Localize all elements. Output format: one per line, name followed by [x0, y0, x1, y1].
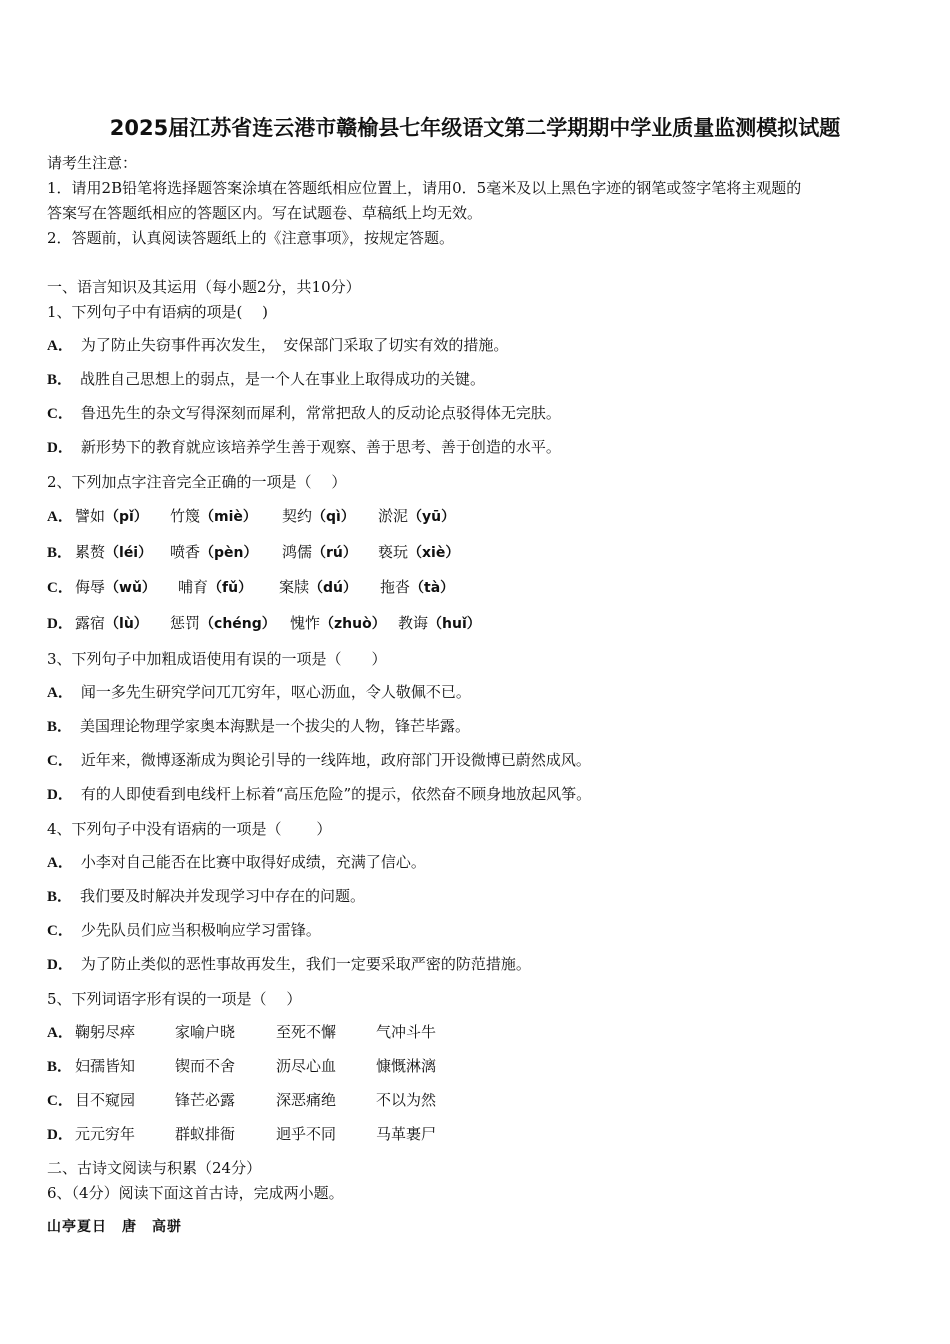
notice-item-1-line-1: 1．请用2B铅笔将选择题答案涂填在答题纸相应位置上，请用0．5毫米及以上黑色字迹的钢笔或签字笔将主观题的 — [47, 179, 802, 197]
pinyin-item — [75, 612, 148, 633]
pinyin: （pèn） — [200, 545, 258, 561]
option-letter: D． — [47, 440, 73, 456]
word: 拖沓 — [380, 578, 411, 596]
question-4-stem: 4、下列句子中没有语病的一项是（ ） — [47, 820, 332, 838]
word: 教诲 — [398, 614, 429, 632]
word-item: 元元穷年 — [75, 1125, 136, 1143]
word-item: 慷慨淋漓 — [376, 1057, 437, 1075]
word: 鸿儒 — [282, 543, 313, 561]
question-6-stem: 6、（4分）阅读下面这首古诗，完成两小题。 — [47, 1184, 344, 1202]
option-text: 战胜自己思想上的弱点，是一个人在事业上取得成功的关键。 — [80, 370, 486, 388]
option-letter: A． — [47, 1025, 73, 1041]
pinyin-item — [170, 612, 276, 633]
section-1-heading: 一、语言知识及其运用（每小题2分，共10分） — [47, 278, 361, 296]
option-text: 近年来，微博逐渐成为舆论引导的一线阵地，政府部门开设微博已蔚然成风。 — [80, 751, 591, 769]
pinyin: （qì） — [312, 509, 355, 525]
word: 案牍 — [279, 578, 310, 596]
option-letter: C． — [47, 580, 73, 596]
option-letter: B． — [47, 545, 73, 561]
pinyin: （lù） — [105, 616, 148, 632]
question-3-option-a — [47, 681, 471, 702]
question-3-stem: 3、下列句子中加粗成语使用有误的一项是（ ） — [47, 650, 387, 668]
option-text: 有的人即使看到电线杆上标着“高压危险”的提示，依然奋不顾身地放起风筝。 — [80, 785, 592, 803]
option-letter: D． — [47, 1127, 73, 1143]
pinyin: （pǐ） — [105, 509, 148, 525]
option-letter: C． — [47, 406, 73, 422]
option-letter: D． — [47, 787, 73, 803]
option-letter: B． — [47, 719, 73, 735]
word-item: 马革裹尸 — [376, 1125, 437, 1143]
word-item: 锋芒必露 — [175, 1091, 236, 1109]
pinyin-item — [378, 541, 459, 562]
question-1-option-a — [47, 334, 508, 355]
pinyin: （xiè） — [408, 545, 460, 561]
word: 契约 — [282, 507, 313, 525]
option-letter: D． — [47, 957, 73, 973]
option-letter: A． — [47, 509, 73, 525]
section-2-heading: 二、古诗文阅读与积累（24分） — [47, 1159, 262, 1177]
pinyin: （rú） — [312, 545, 357, 561]
pinyin: （léi） — [105, 545, 153, 561]
pinyin-item — [170, 505, 257, 526]
question-1-option-b — [47, 368, 485, 389]
word: 亵玩 — [378, 543, 409, 561]
question-1-stem: 1、下列句子中有语病的项是( ) — [47, 303, 269, 321]
option-letter: A． — [47, 338, 73, 354]
word-item: 鞠躬尽瘁 — [75, 1023, 136, 1041]
question-1-option-c — [47, 402, 561, 423]
option-text: 少先队员们应当积极响应学习雷锋。 — [80, 921, 321, 939]
word: 累赘 — [75, 543, 106, 561]
word-item: 不以为然 — [376, 1091, 437, 1109]
notice-heading: 请考生注意： — [47, 154, 138, 172]
pinyin-item — [282, 505, 355, 526]
word-item: 迥乎不同 — [276, 1125, 337, 1143]
pinyin: （dú） — [309, 580, 358, 596]
option-letter: B． — [47, 1059, 73, 1075]
option-letter: A． — [47, 685, 73, 701]
pinyin: （huǐ） — [428, 616, 481, 632]
word-item: 至死不懈 — [276, 1023, 337, 1041]
option-letter: D． — [47, 616, 73, 632]
pinyin-item — [282, 541, 357, 562]
option-text: 新形势下的教育就应该培养学生善于观察、善于思考、善于创造的水平。 — [80, 438, 561, 456]
pinyin-item — [75, 541, 152, 562]
option-letter: B． — [47, 889, 73, 905]
pinyin: （yū） — [408, 509, 456, 525]
option-text: 我们要及时解决并发现学习中存在的问题。 — [80, 887, 366, 905]
question-3-option-b — [47, 715, 470, 736]
pinyin: （zhuò） — [320, 616, 386, 632]
question-4-option-d — [47, 953, 531, 974]
pinyin-item — [290, 612, 386, 633]
question-1-option-d — [47, 436, 561, 457]
option-text: 小李对自己能否在比赛中取得好成绩，充满了信心。 — [80, 853, 426, 871]
option-text: 为了防止类似的恶性事故再发生，我们一定要采取严密的防范措施。 — [80, 955, 531, 973]
pinyin: （wǔ） — [105, 580, 156, 596]
word-item: 气冲斗牛 — [376, 1023, 437, 1041]
option-text: 闻一多先生研究学问兀兀穷年，呕心沥血，令人敬佩不已。 — [80, 683, 471, 701]
question-5-stem: 5、下列词语字形有误的一项是（ ） — [47, 990, 302, 1008]
word: 譬如 — [75, 507, 106, 525]
pinyin: （chéng） — [200, 616, 276, 632]
word-item: 目不窥园 — [75, 1091, 136, 1109]
pinyin-item — [398, 612, 481, 633]
question-3-option-d — [47, 783, 591, 804]
word: 露宿 — [75, 614, 106, 632]
question-3-option-c — [47, 749, 591, 770]
pinyin: （tà） — [410, 580, 455, 596]
option-letter: C． — [47, 1093, 73, 1109]
question-4-option-c — [47, 919, 321, 940]
word-item: 家喻户晓 — [175, 1023, 236, 1041]
pinyin-item — [380, 576, 454, 597]
pinyin-item — [75, 505, 148, 526]
pinyin-item — [279, 576, 357, 597]
word: 惩罚 — [170, 614, 201, 632]
word-item: 锲而不舍 — [175, 1057, 236, 1075]
question-4-option-b — [47, 885, 365, 906]
question-2-stem: 2、下列加点字注音完全正确的一项是（ ） — [47, 473, 347, 491]
option-letter: C． — [47, 753, 73, 769]
page-title: 2025届江苏省连云港市赣榆县七年级语文第二学期期中学业质量监测模拟试题 — [109, 116, 841, 140]
word: 淤泥 — [378, 507, 409, 525]
word: 哺育 — [178, 578, 209, 596]
word-item: 沥尽心血 — [276, 1057, 337, 1075]
pinyin-item — [378, 505, 455, 526]
pinyin-item — [75, 576, 156, 597]
option-letter: A． — [47, 855, 73, 871]
pinyin: （miè） — [200, 509, 257, 525]
word: 侮辱 — [75, 578, 106, 596]
pinyin: （fǔ） — [208, 580, 253, 596]
pinyin-item — [170, 541, 258, 562]
pinyin-item — [178, 576, 252, 597]
question-4-option-a — [47, 851, 426, 872]
option-text: 鲁迅先生的杂文写得深刻而犀利，常常把敌人的反动论点驳得体无完肤。 — [80, 404, 561, 422]
option-text: 美国理论物理学家奥本海默是一个拔尖的人物，锋芒毕露。 — [80, 717, 471, 735]
notice-item-2: 2．答题前，认真阅读答题纸上的《注意事项》，按规定答题。 — [47, 229, 455, 247]
word: 喷香 — [170, 543, 201, 561]
poem-title: 山亭夏日 唐 高骈 — [47, 1219, 182, 1235]
notice-item-1-line-2: 答案写在答题纸相应的答题区内。写在试题卷、草稿纸上均无效。 — [47, 204, 483, 222]
word-item: 妇孺皆知 — [75, 1057, 136, 1075]
option-text: 为了防止失窃事件再次发生， 安保部门采取了切实有效的措施。 — [80, 336, 509, 354]
word: 竹篾 — [170, 507, 201, 525]
option-letter: B． — [47, 372, 73, 388]
word-item: 深恶痛绝 — [276, 1091, 337, 1109]
option-letter: C． — [47, 923, 73, 939]
word: 愧怍 — [290, 614, 321, 632]
word-item: 群蚁排衙 — [175, 1125, 236, 1143]
